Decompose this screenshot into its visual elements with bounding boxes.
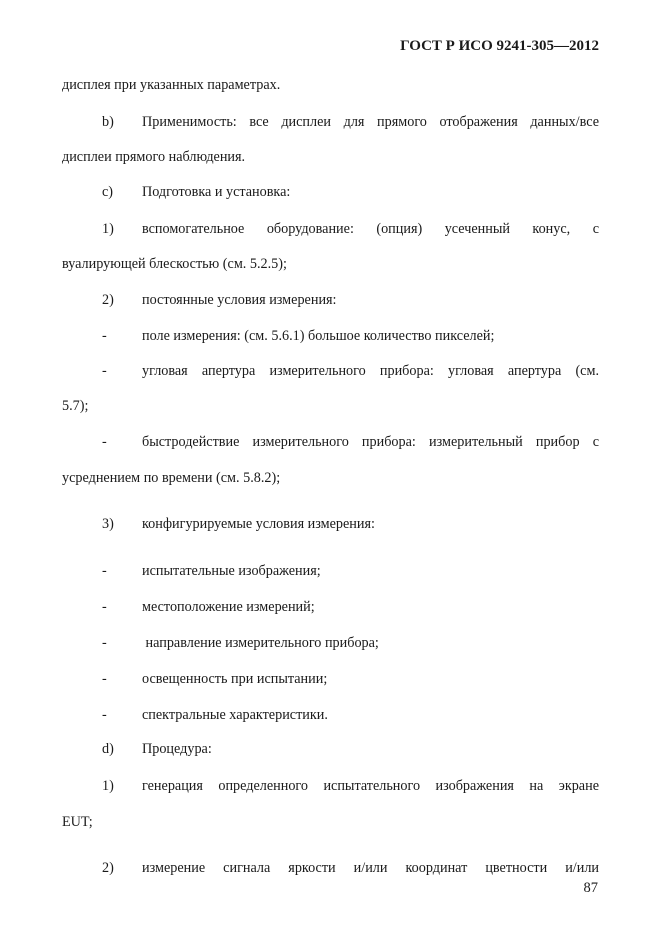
- line-text: дисплеи прямого наблюдения.: [62, 149, 246, 165]
- item-text: генерация определенного испытательного изображения на экране: [142, 778, 599, 794]
- item-text: направление измерительного прибора;: [142, 635, 379, 651]
- item-marker: 3): [102, 516, 114, 532]
- text-line: [62, 77, 599, 94]
- item-marker: -: [102, 599, 107, 615]
- item-text: измерение сигнала яркости и/или координат цветности и/или: [142, 860, 599, 876]
- item-text: спектральные характеристики.: [142, 707, 328, 723]
- item-text: Подготовка и установка:: [142, 184, 291, 200]
- item-marker: 2): [102, 860, 114, 876]
- text-line: [62, 470, 599, 487]
- line-text: вуалирующей блескостью (см. 5.2.5);: [62, 256, 287, 272]
- item-marker: -: [102, 671, 107, 687]
- text-line: [62, 149, 599, 166]
- line-text: 5.7);: [62, 398, 89, 414]
- item-text: освещенность при испытании;: [142, 671, 328, 687]
- item-marker: -: [102, 434, 107, 450]
- item-text: постоянные условия измерения:: [142, 292, 337, 308]
- item-marker: b): [102, 114, 114, 130]
- item-text: конфигурируемые условия измерения:: [142, 516, 375, 532]
- item-marker: -: [102, 328, 107, 344]
- line-text: усреднением по времени (см. 5.8.2);: [62, 470, 281, 486]
- item-marker: 1): [102, 221, 114, 237]
- item-text: Процедура:: [142, 741, 212, 757]
- item-text: быстродействие измерительного прибора: измерительный прибор с: [142, 434, 599, 450]
- item-marker: -: [102, 707, 107, 723]
- text-line: [62, 814, 599, 831]
- item-marker: c): [102, 184, 114, 200]
- item-text: испытательные изображения;: [142, 563, 321, 579]
- item-text: местоположение измерений;: [142, 599, 315, 615]
- item-marker: d): [102, 741, 114, 757]
- text-line: [62, 256, 599, 273]
- item-marker: -: [102, 363, 107, 379]
- item-marker: -: [102, 563, 107, 579]
- item-marker: 2): [102, 292, 114, 308]
- text-line: [62, 398, 599, 415]
- line-text: дисплея при указанных параметрах.: [62, 77, 281, 93]
- document-header: ГОСТ Р ИСО 9241-305—2012: [400, 38, 599, 54]
- item-text: угловая апертура измерительного прибора: угловая апертура (см.: [142, 363, 599, 379]
- item-marker: -: [102, 635, 107, 651]
- page-number: 87: [583, 880, 598, 896]
- line-text: EUT;: [62, 814, 93, 830]
- item-text: поле измерения: (см. 5.6.1) большое количество пикселей;: [142, 328, 495, 344]
- item-marker: 1): [102, 778, 114, 794]
- item-text: вспомогательное оборудование: (опция) усеченный конус, с: [142, 221, 599, 237]
- item-text: Применимость: все дисплеи для прямого отображения данных/все: [142, 114, 599, 130]
